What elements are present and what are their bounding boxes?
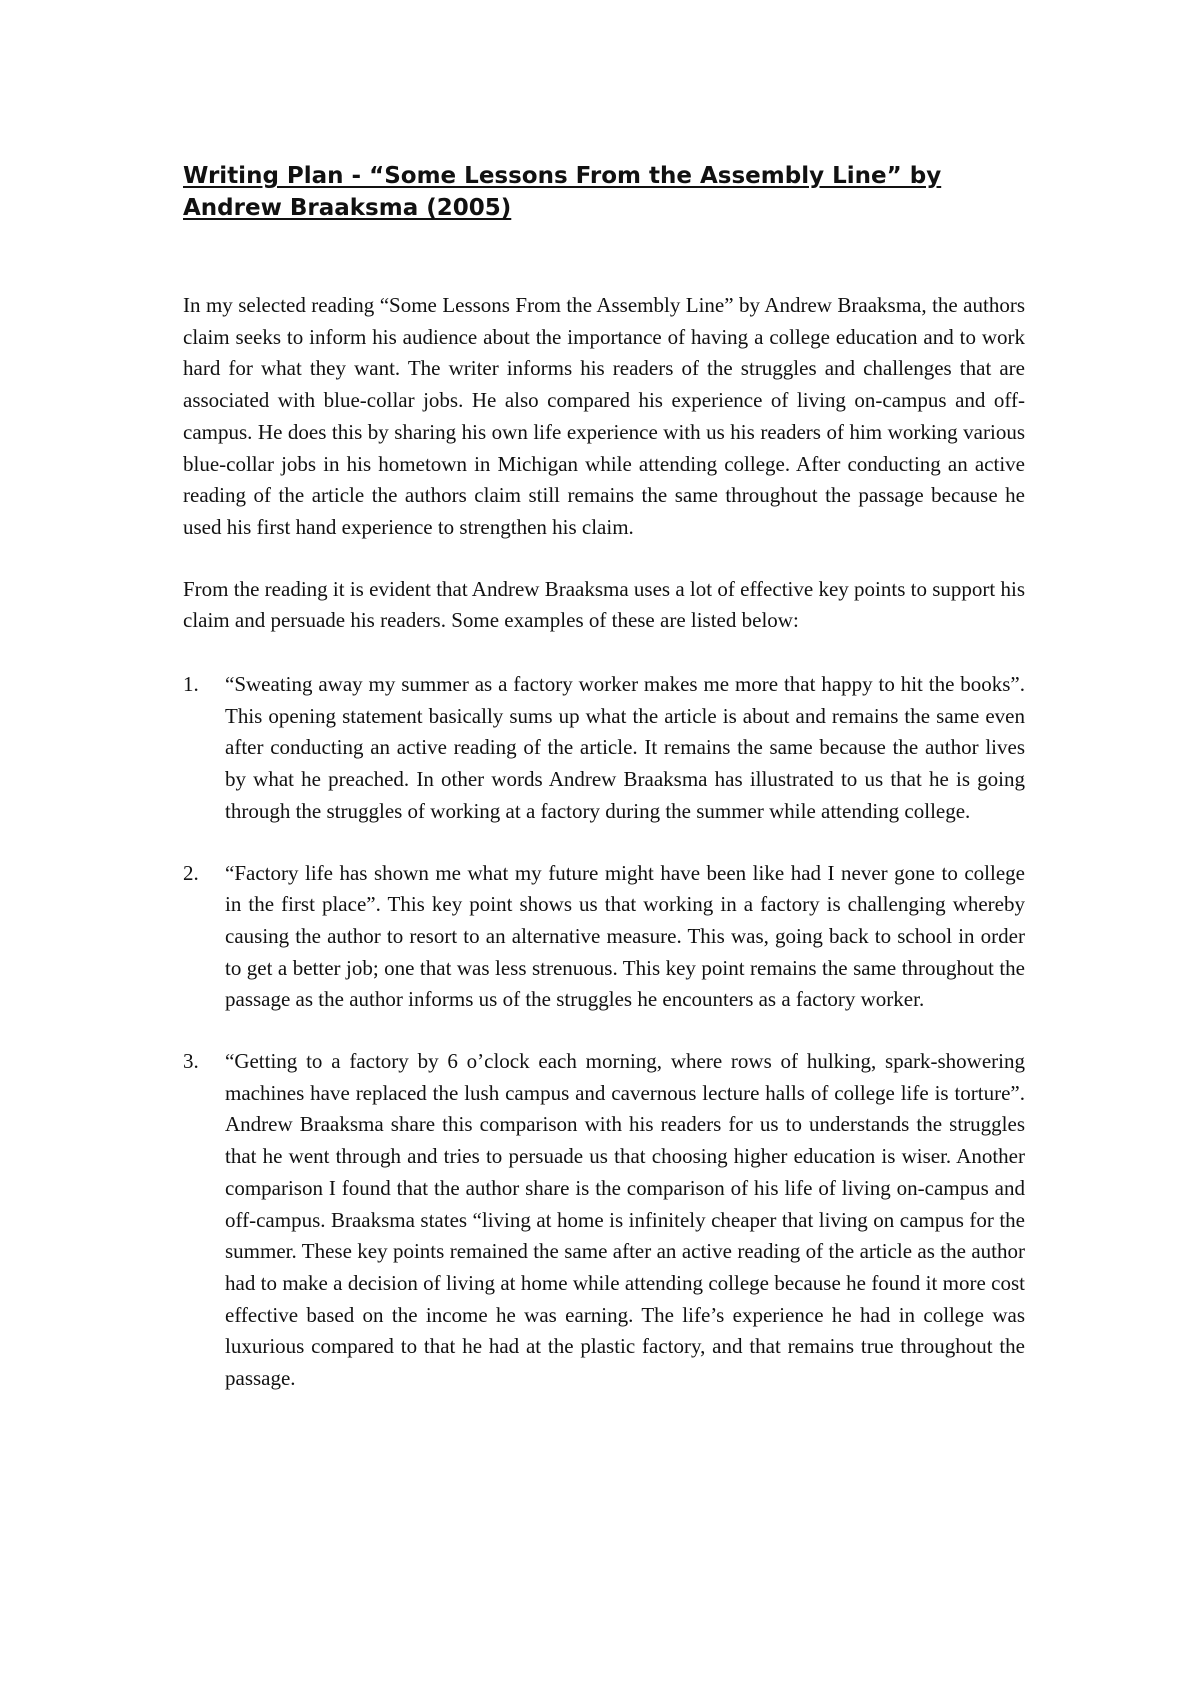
document-title: Writing Plan - “Some Lessons From the Assembly Line” by Andrew Braaksma (2005) [183,163,942,221]
list-item [183,669,1025,828]
intro-paragraph: In my selected reading “Some Lessons From the Assembly Line” by Andrew Braaksma, the authors claim seeks to inform his audience about the importance of having a college education and to work hard for what they want. The writer informs his readers of the struggles and challenges that are associated with blue-collar jobs. He also compared his experience of living on-campus and off-campus. He does this by sharing his own life experience with us his readers of him working various blue-collar jobs in his hometown in Michigan while attending college. After conducting an active reading of the article the authors claim still remains the same throughout the passage because he used his first hand experience to strengthen his claim. [183,293,1025,539]
list-item [183,858,1025,1017]
list-item-text: “Factory life has shown me what my future might have been like had I never gone to college in the first place”. This key point shows us that working in a factory is challenging whereby causing the author to resort to an alternative measure. This was, going back to school in order to get a better job; one that was less strenuous. This key point remains the same throughout the passage as the author informs us of the struggles he encounters as a factory worker. [225,860,1025,1012]
list-item-text: “Getting to a factory by 6 o’clock each morning, where rows of hulking, spark-showering machines have replaced the lush campus and cavernous lecture halls of college life is torture”. Andrew Braaksma share this comparison with his readers for us to understands the struggles that he went through and tries to persuade us that choosing higher education is wiser. Another comparison I found that the author share is the comparison of his life of living on-campus and off-campus. Braaksma states “living at home is infinitely cheaper that living on campus for the summer. These key points remained the same after an active reading of the article as the author had to make a decision of living at home while attending college because he found it more cost effective based on the income he was earning. The life’s experience he had in college was luxurious compared to that he had at the plastic factory, and that remains true throughout the passage. [225,1049,1025,1391]
list-item-number: 3. [183,1049,199,1074]
list-item-number: 2. [183,860,199,885]
list-item-text: “Sweating away my summer as a factory worker makes me more that happy to hit the books”. This opening statement basically sums up what the article is about and remains the same even after conducting an active reading of the article. It remains the same because the author lives by what he preached. In other words Andrew Braaksma has illustrated to us that he is going through the struggles of working at a factory during the summer while attending college. [225,672,1025,823]
list-item [183,1046,1025,1395]
document-body [183,160,1025,1395]
list-item-number: 1. [183,672,199,697]
key-points-list [183,669,1025,1395]
key-points-paragraph: From the reading it is evident that Andrew Braaksma uses a lot of effective key points to support his claim and persuade his readers. Some examples of these are listed below: [183,576,1025,633]
